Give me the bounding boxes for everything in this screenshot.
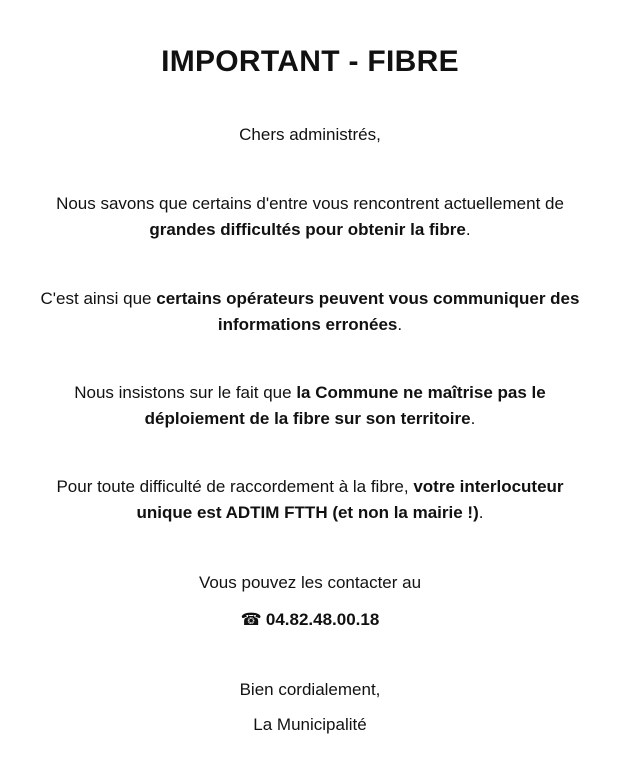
- paragraph-text: C'est ainsi que: [40, 289, 157, 308]
- paragraph-commune: [30, 380, 590, 432]
- signature: La Municipalité: [253, 715, 367, 734]
- paragraph-contact-info: [30, 474, 590, 526]
- paragraph-text: Nous savons que certains d'entre vous rencontrent actuellement de: [56, 194, 564, 213]
- phone-line: [0, 607, 620, 633]
- paragraph-difficulties: [30, 191, 590, 243]
- contact-line: Vous pouvez les contacter au: [198, 573, 422, 592]
- paragraph-text: Nous insistons sur le fait que: [74, 383, 297, 402]
- paragraph-operators: [30, 286, 590, 338]
- closing: Bien cordialement,: [239, 680, 381, 699]
- greeting: Chers administrés,: [239, 125, 381, 144]
- paragraph-text: .: [397, 315, 403, 334]
- paragraph-text: .: [465, 220, 471, 239]
- paragraph-emphasis: la Commune ne maîtrise pas le déploiement de la fibre sur son territoire: [144, 383, 546, 428]
- paragraph-emphasis: certains opérateurs peuvent vous communiquer des informations erronées: [156, 289, 580, 334]
- paragraph-emphasis: grandes difficultés pour obtenir la fibre: [149, 220, 466, 239]
- paragraph-text: .: [478, 503, 484, 522]
- phone-number: 04.82.48.00.18: [265, 610, 380, 629]
- paragraph-emphasis: votre interlocuteur unique est ADTIM FTTH (et non la mairie !): [136, 477, 564, 522]
- notice-title: IMPORTANT - FIBRE: [161, 45, 459, 78]
- paragraph-text: .: [470, 409, 476, 428]
- paragraph-text: Pour toute difficulté de raccordement à la fibre,: [56, 477, 414, 496]
- telephone-icon: ☎: [240, 610, 262, 629]
